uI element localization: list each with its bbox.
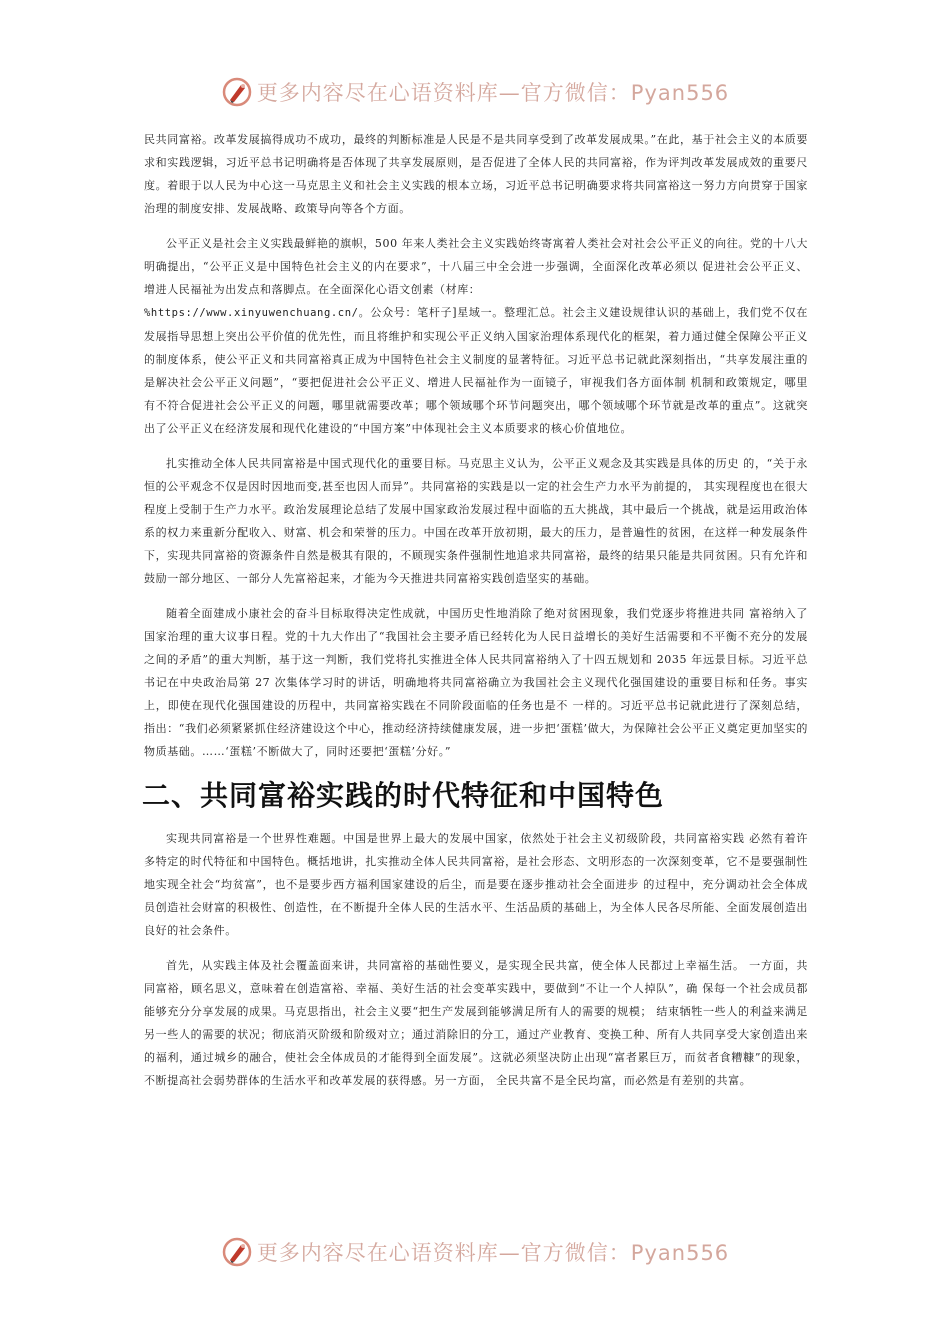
pen-logo-icon [221,1236,253,1268]
paragraph-4: 随着全面建成小康社会的奋斗目标取得决定性成就，中国历史性地消除了绝对贫困现象，我们党逐步将推进共同 富裕纳入了国家治理的重大议事日程。党的十九大作出了“我国社会主要矛盾已经转化为人民日益增长的美好生活需要和不平衡不充分的发展之间的矛盾”的重大判断，基于这一判断，我们党将扎实推进全体人民共同富裕纳入了十四五规划和 2035 年远景目标。习近平总书记在中央政治局第 27 次集体学习时的讲话，明确地将共同富裕确立为我国社会主义现代化强国建设的重要目标和任务。事实上，即使在现代化强国建设的历程中，共同富裕实践在不同阶段面临的任务也是不 一样的。习近平总书记就此进行了深刻总结，指出：“我们必须紧紧抓住经济建设这个中心，推动经济持续健康发展，进一步把‘蛋糕’做大，为保障社会公平正义奠定更加坚实的物质基础。……‘蛋糕’不断做大了，同时还要把‘蛋糕’分好。” [144,607,809,758]
paragraph-3: 扎实推动全体人民共同富裕是中国式现代化的重要目标。马克思主义认为，公平正义观念及其实践是具体的历史 的，“关于永恒的公平观念不仅是因时因地而变,甚至也因人而异”。共同富裕的实践是以一定的社会生产力水平为前提的， 其实现程度也在很大程度上受制于生产力水平。政治发展理论总结了发展中国家政治发展过程中面临的五大挑战，其中最后一个挑战，就是运用政治体系的权力来重新分配收入、财富、机会和荣誉的压力。中国在改革开放初期，最大的压力，是普遍性的贫困，在这样一种发展条件下，实现共同富裕的资源条件自然是极其有限的，不顾现实条件强制性地追求共同富裕，最终的结果只能是共同贫困。只有允许和鼓励一部分地区、一部分人先富裕起来，才能为今天推进共同富裕实践创造坚实的基础。 [144,457,809,585]
banner-text: 更多内容尽在心语资料库—官方微信：Pyan556 [256,81,730,105]
paragraph-6: 首先，从实践主体及社会覆盖面来讲，共同富裕的基础性要义，是实现全民共富，使全体人民都过上幸福生活。 一方面，共同富裕，顾名思义，意味着在创造富裕、幸福、美好生活的社会变革实践中，要做到“不让一个人掉队”，确 保每一个社会成员都能够充分分享发展的成果。马克思指出，社会主义要“把生产发展到能够满足所有人的需要的规模； 结束牺牲一些人的利益来满足另一些人的需要的状况；彻底消灭阶级和阶级对立；通过消除旧的分工，通过产业教育、变换工种、所有人共同享受大家创造出来的福利，通过城乡的融合，使社会全体成员的才能得到全面发展”。这就必须坚决防止出现“富者累巨万，而贫者食糟糠”的现象，不断提高社会弱势群体的生活水平和改革发展的获得感。另一方面， 全民共富不是全民均富，而必然是有差别的共富。 [144,959,808,1087]
header-banner [0,72,950,112]
paragraph-1: 民共同富裕。改革发展搞得成功不成功，最终的判断标准是人民是不是共同享受到了改革发展成果。”在此，基于社会主义的本质要求和实践逻辑，习近平总书记明确将是否体现了共享发展原则，是否促进了全体人民的共同富裕，作为评判改革发展成效的重要尺度。着眼于以人民为中心这一马克思主义和社会主义实践的根本立场，习近平总书记明确要求将共同富裕这一努力方向贯穿于国家治理的制度安排、发展战略、政策导向等各个方面。 [144,133,808,215]
document-body [144,128,808,1104]
paragraph-2 [144,232,808,440]
paragraph-5: 实现共同富裕是一个世界性难题。中国是世界上最大的发展中国家，依然处于社会主义初级阶段，共同富裕实践 必然有着许多特定的时代特征和中国特色。概括地讲，扎实推动全体人民共同富裕，是社会形态、文明形态的一次深刻变革，它不是要强制性地实现全社会“均贫富”，也不是要步西方福利国家建设的后尘，而是要在逐步推动社会全面进步 的过程中，充分调动社会全体成员创造社会财富的积极性、创造性，在不断提升全体人民的生活水平、生活品质的基础上，为全体人民各尽所能、全面发展创造出良好的社会条件。 [144,832,808,937]
paragraph-2-text-a: 公平正义是社会主义实践最鲜艳的旗帜，500 年来人类社会主义实践始终寄寓着人类社会对社会公平正义的向往。党的十八大明确提出，“公平正义是中国特色社会主义的内在要求”，十八届三中全会进一步强调，全面深化改革必须以 促进社会公平正义、增进人民福祉为出发点和落脚点。在全面深化心语文创素（材库： [144,237,808,296]
section-heading: 二、共同富裕实践的时代特征和中国特色 [142,779,665,812]
pen-logo-icon [221,76,253,108]
source-url-link[interactable]: %https://www.xinyuwenchuang.cn/ [144,307,359,319]
banner-text: 更多内容尽在心语资料库—官方微信：Pyan556 [256,1241,730,1265]
footer-banner [0,1232,950,1272]
paragraph-2-text-b: 。公众号：笔杆子]星域一。整理汇总。社会主义建设规律认识的基础上，我们党不仅在发展指导思想上突出公平价值的优先性，而且将维护和实现公平正义纳入国家治理体系现代化的框架，着力通过健全保障公平正义的制度体系，使公平正义和共同富裕真正成为中国特色社会主义制度的显著特征。习近平总书记就此深刻指出，“共享发展注重的是解决社会公平正义问题”，“要把促进社会公平正义、增进人民福祉作为一面镜子，审视我们各方面体制 机制和政策规定，哪里有不符合促进社会公平正义的问题，哪里就需要改革；哪个领域哪个环节问题突出，哪个领域哪个环节就是改革的重点”。这就突出了公平正义在经济发展和现代化建设的“中国方案”中体现社会主义本质要求的核心价值地位。 [144,306,808,435]
